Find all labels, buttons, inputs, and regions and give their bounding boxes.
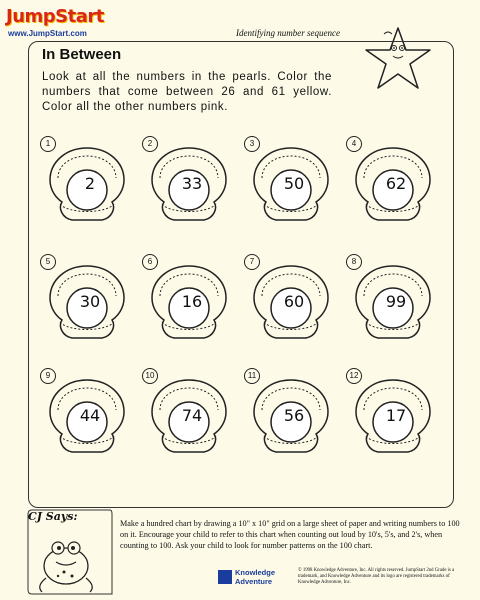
pearl-number[interactable]: 62 [385,174,407,193]
instructions: Look at all the numbers in the pearls. Color the numbers that come between 26 and 61 yellow. Color all the other numbers pink. [42,71,332,113]
logo-url: www.JumpStart.com [8,29,87,38]
problem-number: 11 [244,368,260,384]
brand-name [235,568,275,586]
problem-number: 4 [346,136,362,152]
knowledge-adventure-icon [218,570,232,584]
problem-item [142,254,234,350]
pearl-number[interactable]: 16 [181,292,203,311]
pearl-number[interactable]: 30 [79,292,101,311]
pearl-number[interactable]: 17 [385,406,407,425]
parent-tip: Make a hundred chart by drawing a 10" x 10" grid on a large sheet of paper and writing numbers to 100 on it. Encourage your child to refer to this chart when counting out loud by 10's, 5's, and 2's, when counting to 100. Ask your child to look for number patterns on the 100 chart. [120,519,460,550]
copyright-notice: © 1998 Knowledge Adventure, Inc. All rights reserved. JumpStart 2nd Grade is a trademark, and Knowledge Adventure and its logo are registered trademarks of Knowledge Adventure, Inc. [298,568,455,585]
pearl-number[interactable]: 33 [181,174,203,193]
problem-number: 8 [346,254,362,270]
problem-item [244,368,336,464]
problem-number: 12 [346,368,362,384]
pearl-number[interactable]: 60 [283,292,305,311]
pearl-number[interactable]: 50 [283,174,305,193]
problem-item [142,368,234,464]
jumpstart-logo [6,6,114,42]
problem-number: 7 [244,254,260,270]
problem-item [346,254,438,350]
problem-item [244,254,336,350]
problem-number: 3 [244,136,260,152]
problem-item [142,136,234,232]
problem-number: 6 [142,254,158,270]
problem-number: 10 [142,368,158,384]
problem-number: 2 [142,136,158,152]
page-title: In Between [42,46,122,63]
problem-item [40,368,132,464]
pearl-number[interactable]: 2 [84,174,96,193]
pearl-number[interactable]: 44 [79,406,101,425]
pearl-number[interactable]: 99 [385,292,407,311]
logo-text: JumpStart [6,6,104,27]
problem-item [40,136,132,232]
problem-number: 9 [40,368,56,384]
problem-number: 1 [40,136,56,152]
pearl-number[interactable]: 56 [283,406,305,425]
pearl-number[interactable]: 74 [181,406,203,425]
problem-item [40,254,132,350]
brand-line-1: Knowledge [235,568,276,577]
problem-item [346,368,438,464]
brand-line-2: Adventure [235,577,273,586]
cj-says-label: CJ Says: [28,510,78,523]
problem-item [346,136,438,232]
problem-number: 5 [40,254,56,270]
problem-item [244,136,336,232]
knowledge-adventure-logo [218,568,296,592]
worksheet-topic: Identifying number sequence [236,28,340,38]
